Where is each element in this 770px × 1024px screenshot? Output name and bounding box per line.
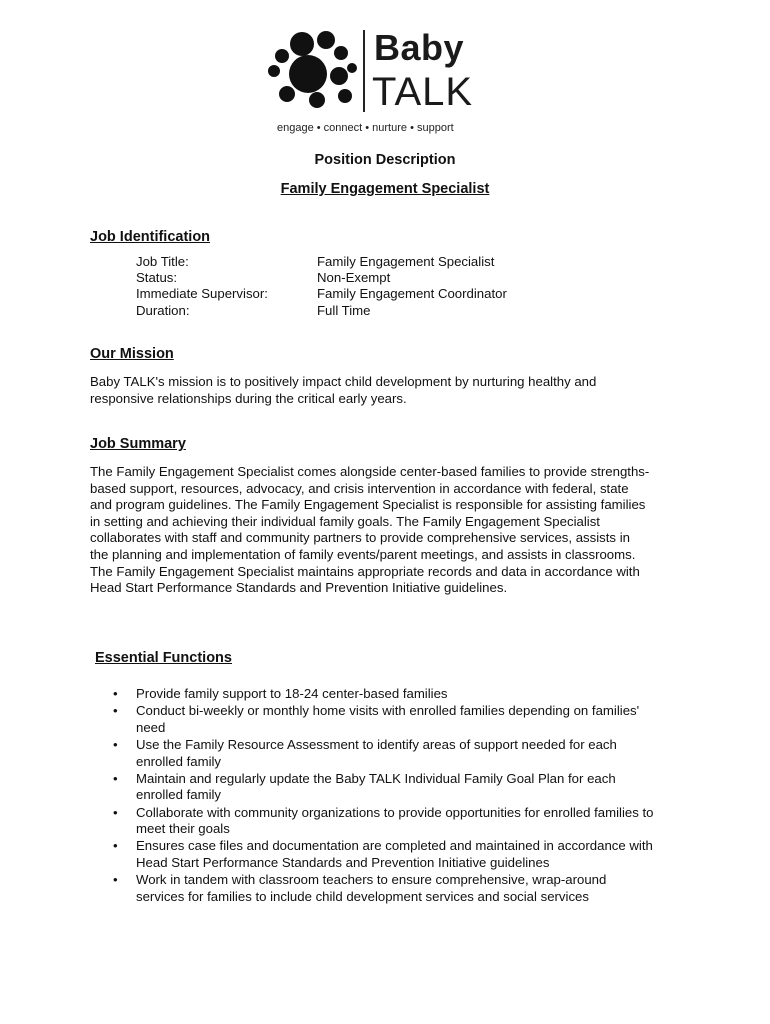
list-item-line: need <box>136 719 166 735</box>
position-title: Family Engagement Specialist <box>280 181 490 197</box>
list-item <box>113 838 713 871</box>
mission-paragraph <box>90 374 690 407</box>
logo-word-talk: TALK <box>372 70 474 114</box>
id-label: Status: <box>136 270 178 286</box>
list-item-line: Maintain and regularly update the Baby TALK Individual Family Goal Plan for each <box>136 770 616 786</box>
list-item <box>113 771 713 804</box>
bullet-icon: • <box>113 872 118 888</box>
id-row-supervisor <box>136 286 507 302</box>
list-item <box>113 703 713 736</box>
list-item-line: Provide family support to 18-24 center-based families <box>136 686 448 701</box>
logo-tagline: engage • connect • nurture • support <box>277 122 454 134</box>
paragraph-line: the planning and implementation of family events/parent meetings, and assists in classrooms. <box>90 546 636 562</box>
baby-talk-dots-logo-icon <box>262 24 362 116</box>
id-value: Non-Exempt <box>317 270 391 286</box>
bullet-icon: • <box>113 736 118 752</box>
bullet-icon: • <box>113 686 118 701</box>
list-item <box>113 805 713 838</box>
id-row-duration <box>136 303 507 319</box>
logo-divider <box>363 30 365 112</box>
paragraph-line: responsive relationships during the critical early years. <box>90 390 407 406</box>
list-item-line: Use the Family Resource Assessment to identify areas of support needed for each <box>136 736 617 752</box>
id-label: Immediate Supervisor: <box>136 286 268 302</box>
job-identification-table <box>136 254 507 319</box>
essential-functions-list <box>113 686 713 906</box>
list-item-line: Work in tandem with classroom teachers to ensure comprehensive, wrap-around <box>136 872 607 888</box>
list-item-line: enrolled family <box>136 753 222 769</box>
paragraph-line: and program guidelines. The Family Engagement Specialist is responsible for assisting families <box>90 497 646 513</box>
list-item-line: Collaborate with community organizations to provide opportunities for enrolled families to <box>136 804 654 820</box>
paragraph-line: The Family Engagement Specialist maintains appropriate records and data in accordance with <box>90 563 640 579</box>
paragraph-line: The Family Engagement Specialist comes alongside center-based families to provide strengths- <box>90 464 650 479</box>
bullet-icon: • <box>113 703 118 719</box>
list-item-line: meet their goals <box>136 821 230 837</box>
id-row-status <box>136 270 507 286</box>
id-label: Duration: <box>136 302 190 318</box>
list-item-line: services for families to include child development services and social services <box>136 888 589 904</box>
list-item-line: Conduct bi-weekly or monthly home visits with enrolled families depending on families' <box>136 703 640 719</box>
essential-functions-heading: Essential Functions <box>95 650 232 666</box>
list-item-line: Head Start Performance Standards and Prevention Initiative guidelines <box>136 854 550 870</box>
paragraph-line: Baby TALK's mission is to positively impact child development by nurturing healthy and <box>90 374 597 389</box>
id-value: Family Engagement Specialist <box>317 254 495 269</box>
bullet-icon: • <box>113 804 118 820</box>
logo-word-baby: Baby <box>374 27 465 68</box>
job-identification-heading: Job Identification <box>90 229 211 245</box>
paragraph-line: based support, resources, advocacy, and crisis intervention in accordance with federal, state <box>90 480 629 496</box>
list-item <box>113 737 713 770</box>
job-summary-heading: Job Summary <box>90 436 186 452</box>
paragraph-line: collaborates with staff and community partners to provide comprehensive services, assists in <box>90 530 630 546</box>
document-title: Position Description <box>314 152 456 168</box>
list-item <box>113 872 713 905</box>
id-value: Full Time <box>317 302 371 318</box>
our-mission-heading: Our Mission <box>90 346 174 362</box>
id-label: Job Title: <box>136 254 189 269</box>
id-value: Family Engagement Coordinator <box>317 286 507 302</box>
paragraph-line: Head Start Performance Standards and Prevention Initiative guidelines. <box>90 580 508 596</box>
list-item <box>113 686 713 703</box>
id-row-job-title <box>136 254 507 270</box>
paragraph-line: in setting and achieving their individual family goals. The Family Engagement Specialist <box>90 513 600 529</box>
baby-talk-logo <box>262 24 492 140</box>
list-item-line: Ensures case files and documentation are completed and maintained in accordance with <box>136 838 653 854</box>
bullet-icon: • <box>113 838 118 854</box>
summary-paragraph <box>90 464 690 597</box>
bullet-icon: • <box>113 770 118 786</box>
list-item-line: enrolled family <box>136 787 222 803</box>
